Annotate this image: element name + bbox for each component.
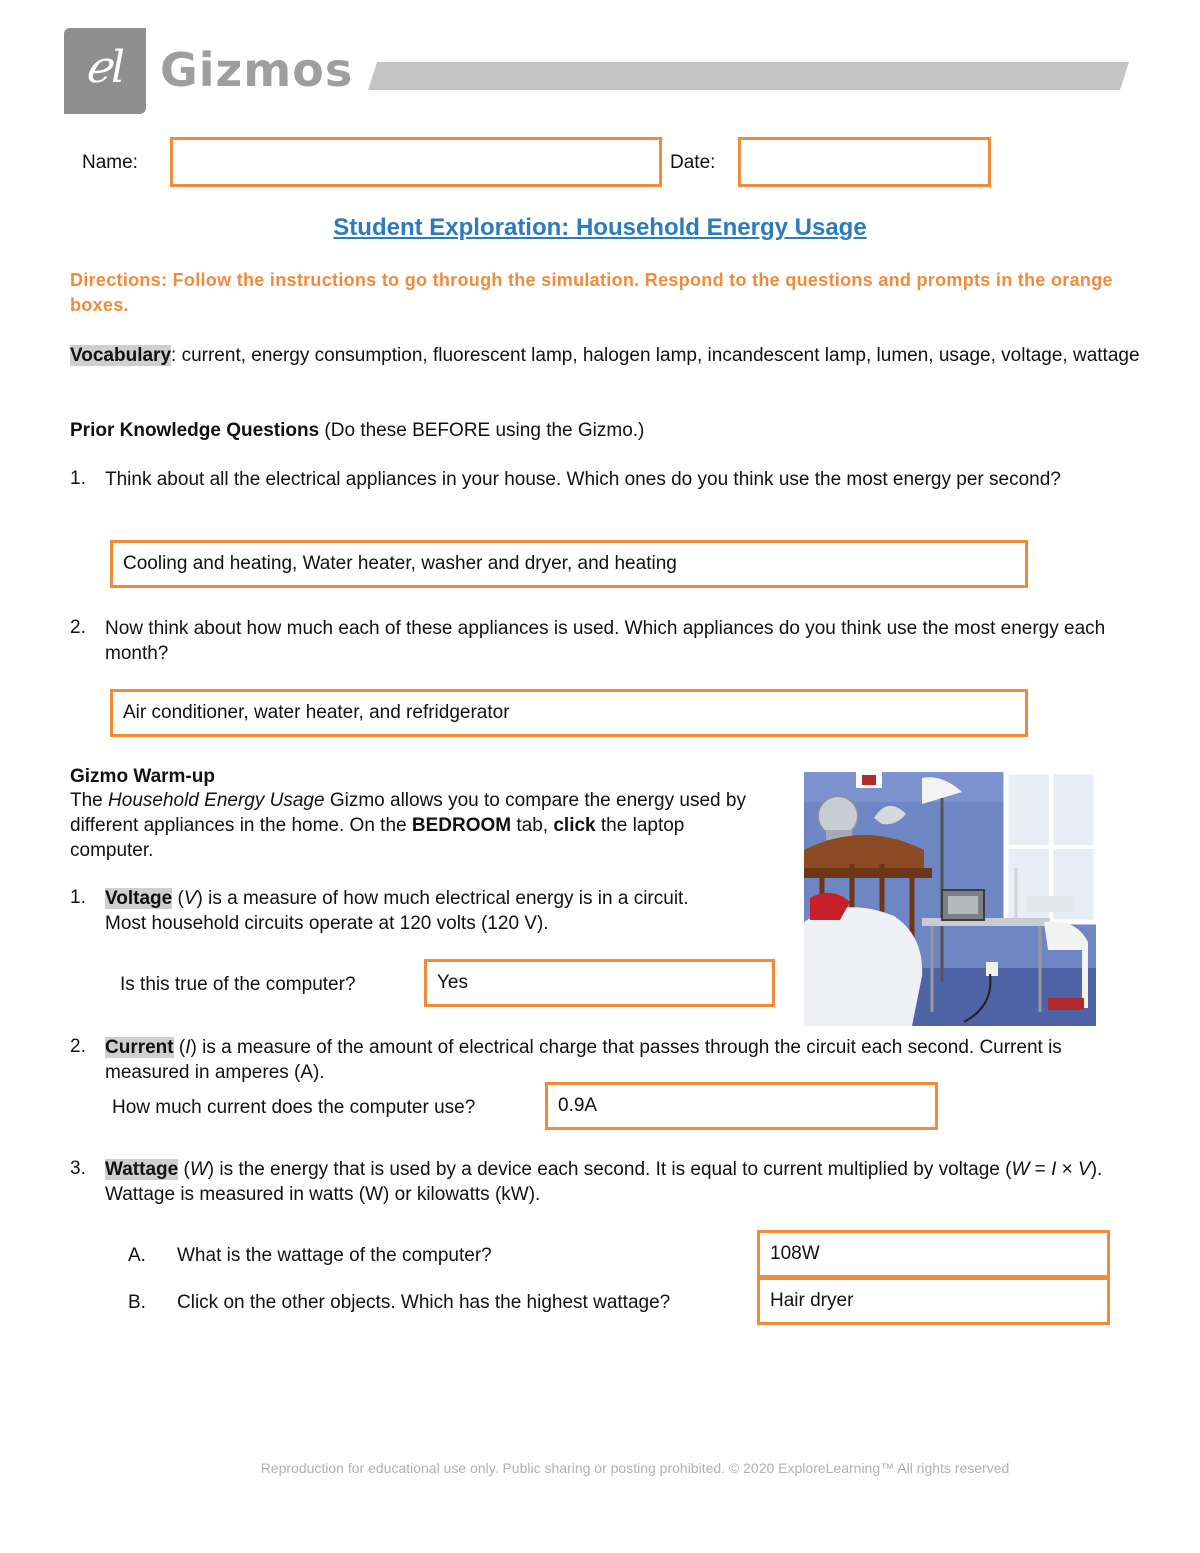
warmup-qb-answer[interactable]: Hair dryer <box>757 1277 1110 1325</box>
prior-heading-note: (Do these BEFORE using the Gizmo.) <box>319 420 645 441</box>
warmup-qb-letter: B. <box>128 1292 146 1313</box>
wattage-symbol: W <box>189 1159 208 1180</box>
vocabulary-terms: : current, energy consumption, fluorescent lamp, halogen lamp, incandescent lamp, lumen, usage, voltage, wattage <box>171 345 1140 366</box>
gizmo-name: Household Energy Usage <box>108 790 325 811</box>
warmup-q1-prompt: Is this true of the computer? <box>120 974 356 995</box>
warmup-intro-text: the laptop computer. <box>70 815 685 861</box>
page-title: Student Exploration: Household Energy Usage <box>333 214 867 241</box>
warmup-q3-number: 3. <box>70 1158 86 1179</box>
formula-w: W <box>1011 1159 1030 1180</box>
warmup-qa-letter: A. <box>128 1245 146 1266</box>
warmup-intro-text: Gizmo allows you to compare the energy used by different appliances in the home. On the <box>70 790 746 836</box>
prior-heading-text: Prior Knowledge Questions <box>70 420 320 441</box>
current-term: Current <box>105 1037 174 1058</box>
wattage-units: ). Wattage is measured in watts (W) or kilowatts (kW). <box>105 1159 1103 1205</box>
vocabulary-label: Vocabulary <box>70 345 172 366</box>
name-label: Name: <box>82 152 138 173</box>
date-field[interactable] <box>738 137 991 187</box>
formula-v: V <box>1078 1159 1091 1180</box>
footer-copyright: Reproduction for educational use only. Public sharing or posting prohibited. © 2020 ExploreLearning™ All rights reserved <box>260 1460 1010 1476</box>
warmup-q1-answer[interactable]: Yes <box>424 959 775 1007</box>
warmup-q2-prompt: How much current does the computer use? <box>112 1097 476 1118</box>
bedroom-tab-ref: BEDROOM <box>411 815 512 836</box>
warmup-q3-text: Wattage (W) is the energy that is used by a device each second. It is equal to current multiplied by voltage (W = I × V). Wattage is measured in watts (W) or kilowatts (kW). <box>105 1159 1103 1205</box>
header-bar <box>368 62 1129 90</box>
warmup-intro-text: The <box>70 790 109 811</box>
current-definition: is a measure of the amount of electrical charge that passes through the circuit each second. Current is measured in amperes (A). <box>105 1037 1062 1083</box>
name-field[interactable] <box>170 137 662 187</box>
warmup-q2-number: 2. <box>70 1036 86 1057</box>
bedroom-illustration <box>804 772 1096 1026</box>
prior-q2-number: 2. <box>70 617 86 638</box>
warmup-q2-text: Current (I) is a measure of the amount of electrical charge that passes through the circuit each second. Current is measured in amperes (A). <box>105 1037 1062 1083</box>
warmup-q1-number: 1. <box>70 887 86 908</box>
warmup-heading: Gizmo Warm-up <box>70 766 215 787</box>
voltage-definition: is a measure of how much electrical energy is in a circuit. Most household circuits operate at 120 volts (120 V). <box>105 888 689 934</box>
formula-equals: = <box>1029 1159 1052 1180</box>
logo-glyph: ℯl <box>84 42 126 93</box>
prior-q1-answer[interactable]: Cooling and heating, Water heater, washer and dryer, and heating <box>110 540 1028 588</box>
directions-text: Directions: Follow the instructions to go through the simulation. Respond to the questions and prompts in the orange boxes. <box>70 270 1113 315</box>
prior-q2-answer[interactable]: Air conditioner, water heater, and refridgerator <box>110 689 1028 737</box>
warmup-qb-prompt: Click on the other objects. Which has the highest wattage? <box>177 1292 671 1313</box>
vocabulary-paragraph <box>70 343 1140 368</box>
prior-q1-text: Think about all the electrical appliances in your house. Which ones do you think use the most energy per second? <box>105 469 1061 490</box>
warmup-q2-answer[interactable]: 0.9A <box>545 1082 938 1130</box>
warmup-intro <box>70 788 770 863</box>
current-symbol: I <box>185 1037 191 1058</box>
wattage-term: Wattage <box>105 1159 179 1180</box>
brand-name: Gizmos <box>160 43 354 97</box>
prior-q2-text: Now think about how much each of these appliances is used. Which appliances do you think use the most energy each month? <box>105 618 1106 664</box>
prior-q1-number: 1. <box>70 468 86 489</box>
prior-knowledge-heading <box>70 418 1140 443</box>
voltage-term: Voltage <box>105 888 173 909</box>
formula-times: × <box>1056 1159 1078 1180</box>
click-instruction: click <box>553 815 596 836</box>
warmup-qa-prompt: What is the wattage of the computer? <box>177 1245 492 1266</box>
formula-i: I <box>1051 1159 1057 1180</box>
warmup-qa-answer[interactable]: 108W <box>757 1230 1110 1278</box>
date-label: Date: <box>670 152 716 173</box>
warmup-q1-text: Voltage (V) is a measure of how much electrical energy is in a circuit. Most household circuits operate at 120 volts (120 V). <box>105 888 689 934</box>
wattage-definition: is the energy that is used by a device each second. It is equal to current multiplied by voltage ( <box>214 1159 1012 1180</box>
warmup-intro-text: tab, <box>511 815 554 836</box>
voltage-symbol: V <box>183 888 197 909</box>
